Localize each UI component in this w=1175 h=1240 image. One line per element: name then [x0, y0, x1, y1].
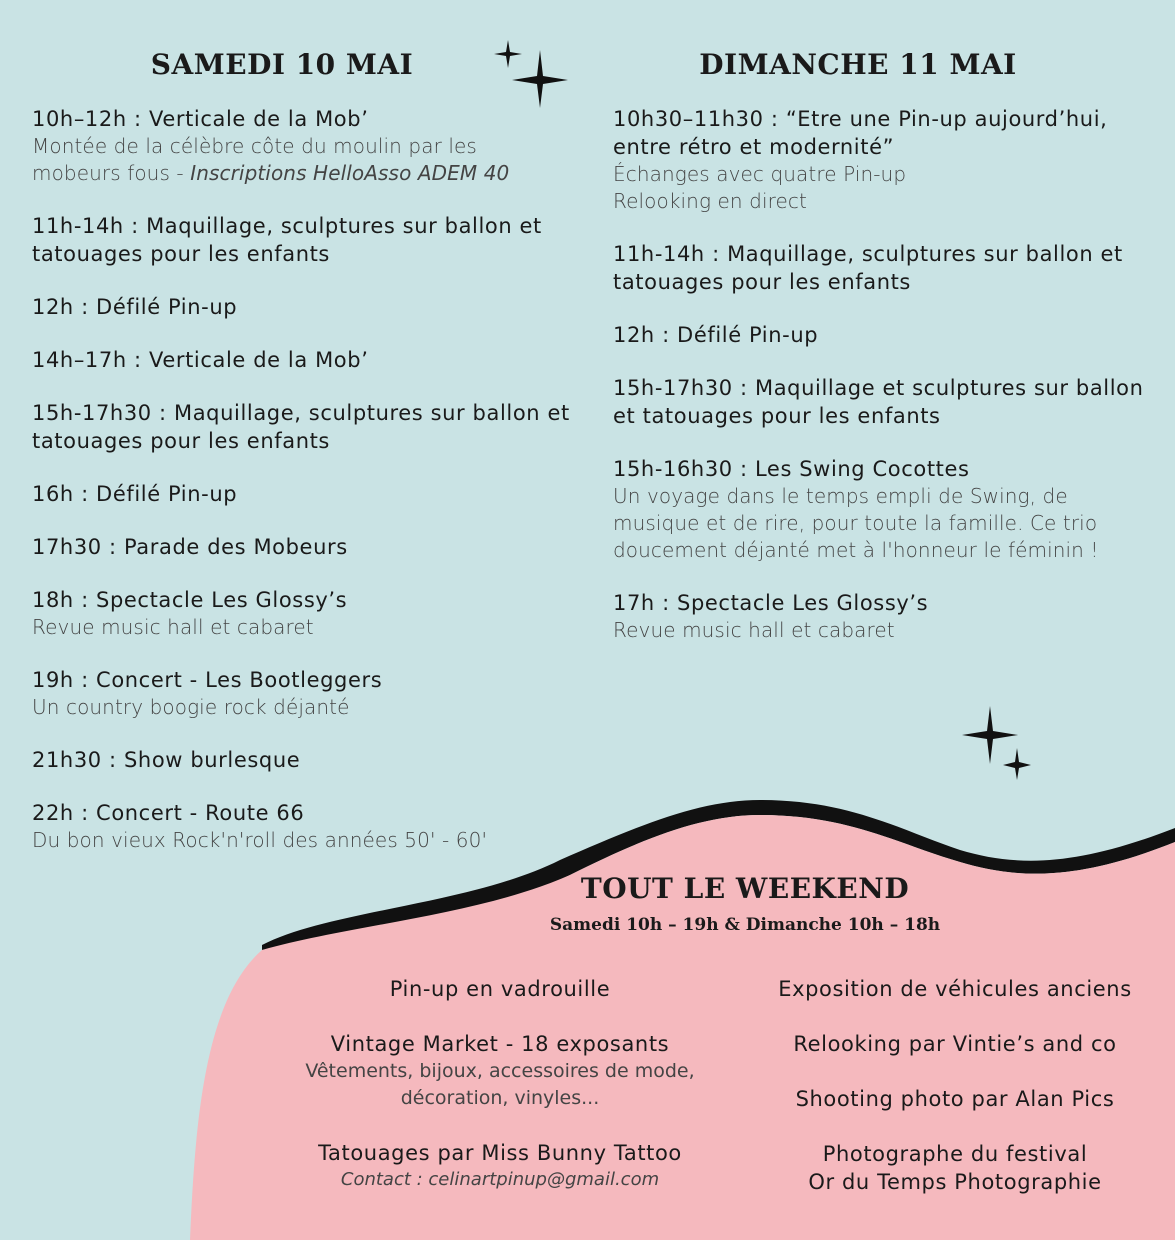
activity-title: Shooting photo par Alan Pics: [795, 1087, 1115, 1111]
weekend-title: TOUT LE WEEKEND: [580, 872, 910, 905]
saturday-title: SAMEDI 10 MAI: [150, 48, 414, 81]
event-title: 14h–17h : Verticale de la Mob’: [32, 348, 369, 372]
event-title: 16h : Défilé Pin-up: [32, 482, 238, 506]
event-description-italic: Inscriptions HelloAsso ADEM 40: [190, 161, 510, 185]
event-item: [32, 212, 572, 268]
weekend-left-column: [290, 975, 710, 1220]
activity-contact: Contact : celinartpinup@gmail.com: [340, 1169, 660, 1190]
activity-title: Exposition de véhicules anciens: [778, 977, 1132, 1001]
event-item: [32, 346, 572, 374]
event-item: [613, 455, 1153, 564]
weekend-activity: [290, 1030, 710, 1112]
event-title: 15h-17h30 : Maquillage, sculptures sur ballon et tatouages pour les enfants: [32, 401, 578, 453]
weekend-subtitle: Samedi 10h – 19h & Dimanche 10h – 18h: [549, 915, 941, 935]
event-title: 19h : Concert - Les Bootleggers: [32, 668, 383, 692]
event-item: [32, 480, 572, 508]
sunday-events: [613, 105, 1153, 644]
event-title: 11h-14h : Maquillage, sculptures sur ballon et tatouages pour les enfants: [613, 242, 1131, 294]
event-description-text: Un voyage dans le temps empli de Swing, de musique et de rire, pour toute la famille. Ce trio doucement déjanté met à l'honneur le féminin !: [613, 484, 1099, 562]
saturday-column: [32, 48, 578, 879]
event-title: 18h : Spectacle Les Glossy’s: [32, 588, 348, 612]
event-item: [613, 374, 1153, 430]
activity-title: Tatouages par Miss Bunny Tattoo: [318, 1141, 682, 1165]
event-description-text: Revue music hall et cabaret: [32, 615, 314, 639]
activity-description: Vêtements, bijoux, accessoires de mode, décoration, vinyles...: [305, 1060, 695, 1109]
weekend-activity: [750, 975, 1160, 1003]
event-description-text: Échanges avec quatre Pin-up: [613, 162, 907, 186]
event-description: [613, 617, 1153, 644]
event-title: 10h–12h : Verticale de la Mob’: [32, 107, 369, 131]
weekend-header: [340, 872, 1150, 935]
event-item: [613, 321, 1153, 349]
event-item: [32, 399, 578, 455]
weekend-activity: [750, 1030, 1160, 1058]
activity-title: Or du Temps Photographie: [808, 1170, 1102, 1194]
event-item: [32, 293, 572, 321]
event-description: [32, 133, 572, 187]
event-description-text: Du bon vieux Rock'n'roll des années 50' - 60': [32, 828, 488, 852]
event-description: [32, 827, 572, 854]
weekend-activity: [750, 1085, 1160, 1113]
event-title: 22h : Concert - Route 66: [32, 801, 305, 825]
weekend-activity: [290, 1139, 710, 1193]
weekend-activity: [290, 975, 710, 1003]
event-item: [32, 799, 572, 854]
event-description: [32, 614, 572, 641]
event-description-text: Revue music hall et cabaret: [613, 618, 895, 642]
event-description: [32, 694, 572, 721]
event-item: [32, 533, 572, 561]
event-description: Relooking en direct: [613, 189, 807, 213]
event-description: [613, 161, 1153, 188]
weekend-activity: [750, 1140, 1160, 1196]
event-title: 12h : Défilé Pin-up: [613, 323, 819, 347]
event-title: 10h30–11h30 : “Etre une Pin-up aujourd’hui, entre rétro et modernité”: [613, 107, 1115, 159]
event-item: [613, 105, 1153, 215]
event-item: [32, 586, 572, 641]
event-description: [613, 483, 1153, 564]
event-title: 17h : Spectacle Les Glossy’s: [613, 591, 929, 615]
event-title: 11h-14h : Maquillage, sculptures sur ballon et tatouages pour les enfants: [32, 214, 550, 266]
activity-title: Vintage Market - 18 exposants: [330, 1032, 670, 1056]
event-item: [613, 240, 1153, 296]
event-item: [32, 666, 572, 721]
activity-title: Pin-up en vadrouille: [389, 977, 611, 1001]
event-description-text: Un country boogie rock déjanté: [32, 695, 350, 719]
event-title: 21h30 : Show burlesque: [32, 748, 301, 772]
activity-title: Photographe du festival: [822, 1142, 1088, 1166]
event-item: [32, 105, 572, 187]
event-title: 15h-16h30 : Les Swing Cocottes: [613, 457, 970, 481]
event-title: 15h-17h30 : Maquillage et sculptures sur ballon et tatouages pour les enfants: [613, 376, 1151, 428]
event-title: 12h : Défilé Pin-up: [32, 295, 238, 319]
event-item: [32, 746, 572, 774]
sunday-column: [613, 48, 1153, 669]
activity-title: Relooking par Vintie’s and co: [793, 1032, 1117, 1056]
saturday-events: [32, 105, 578, 854]
event-title: 17h30 : Parade des Mobeurs: [32, 535, 348, 559]
sparkle-icon: [962, 706, 1031, 780]
event-item: [613, 589, 1153, 644]
event-description-text: Montée de la célèbre côte du moulin par les mobeurs fous -: [32, 134, 477, 185]
sunday-title: DIMANCHE 11 MAI: [699, 48, 1017, 81]
weekend-right-column: [750, 975, 1160, 1223]
